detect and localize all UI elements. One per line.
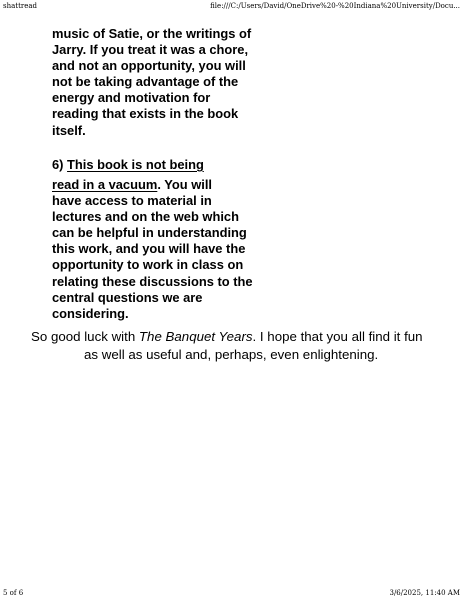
point-heading-part2: read in a vacuum — [52, 177, 158, 192]
text-line: relating these discussions to the — [52, 273, 253, 289]
text-line: Jarry. If you treat it was a chore, — [52, 42, 249, 58]
text-line: can be helpful in understanding — [52, 225, 247, 241]
point-6-heading-line — [52, 153, 292, 177]
text-line: energy and motivation for — [52, 90, 211, 106]
print-header-title: shattread — [3, 2, 38, 10]
book-title: The Banquet Years — [138, 329, 253, 344]
text-line: not be taking advantage of the — [52, 74, 239, 90]
closing-line-1 — [31, 328, 423, 346]
text-line: reading that exists in the book — [52, 106, 239, 122]
closing-line-2: as well as useful and, perhaps, even enlightening. — [84, 347, 379, 362]
print-footer-datetime: 3/6/2025, 11:40 AM — [389, 589, 460, 597]
point-heading-part1: This book is not being — [67, 157, 204, 172]
text-line: and not an opportunity, you will — [52, 58, 246, 74]
print-header-url: file:///C:/Users/David/OneDrive%20-%20Indiana%20University/Docu... — [210, 2, 460, 10]
text-line: itself. — [52, 122, 86, 138]
text-line: music of Satie, or the writings of — [52, 26, 252, 41]
text-line: lectures and on the web which — [52, 209, 239, 225]
paragraph-continuation — [52, 26, 292, 139]
text-line: have access to material in — [52, 193, 212, 209]
point-number: 6) — [52, 157, 68, 172]
text-fragment: . You will — [157, 177, 212, 192]
print-footer-page-count: 5 of 6 — [3, 589, 24, 597]
text-line: this work, and you will have the — [52, 241, 246, 257]
text-line: central questions we are — [52, 289, 203, 305]
point-6-heading-line-2 — [52, 177, 292, 193]
text-line: considering. — [52, 305, 129, 321]
closing-post: . I hope that you all find it fun — [252, 329, 423, 344]
point-6-paragraph — [52, 153, 292, 322]
closing-pre: So good luck with — [31, 329, 139, 344]
text-line: opportunity to work in class on — [52, 257, 244, 273]
